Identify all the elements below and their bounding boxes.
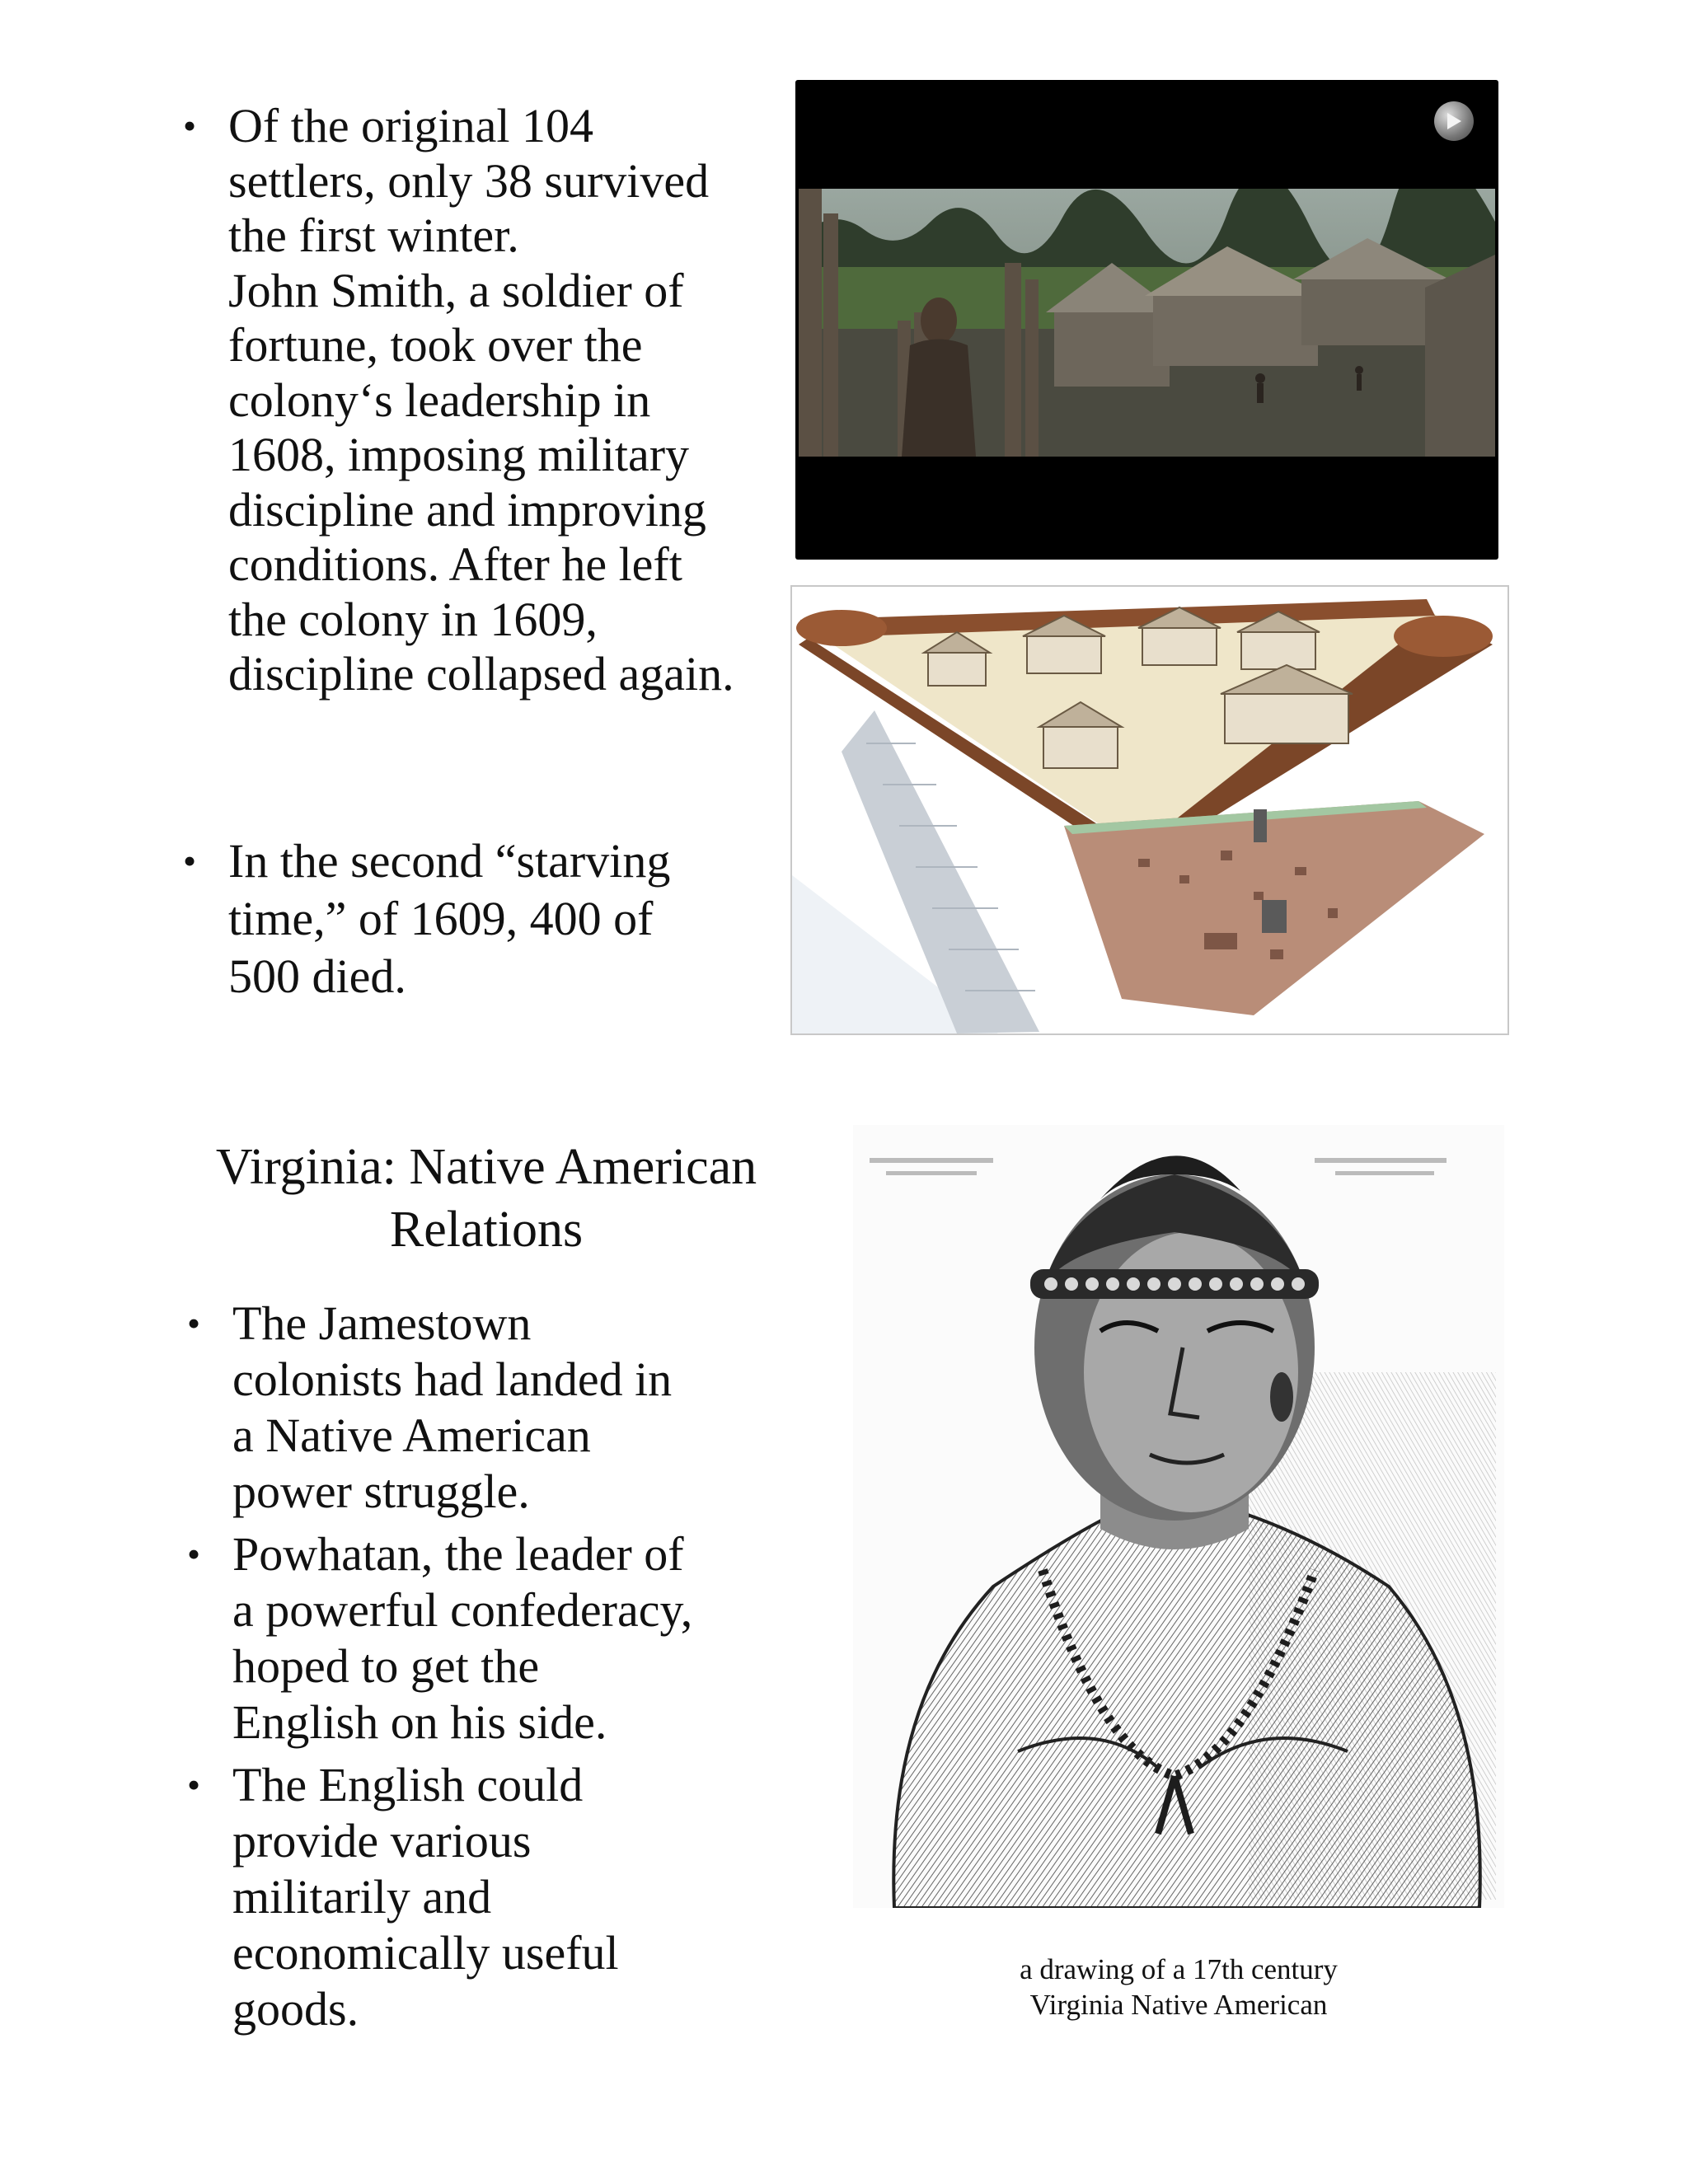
play-icon (1445, 111, 1463, 131)
text-line: militarily and (232, 1870, 492, 1924)
text-line: The English could (232, 1758, 584, 1811)
fort-illustration (790, 585, 1509, 1035)
settlement-scene-image (799, 189, 1495, 457)
text-line: Powhatan, the leader of (232, 1527, 684, 1581)
text-line: the first winter. (228, 209, 519, 262)
text-line: a powerful confederacy, (232, 1583, 693, 1637)
bullet-icon: • (187, 1533, 201, 1575)
jamestown-fort-image (792, 587, 1507, 1033)
play-button[interactable] (1434, 101, 1474, 141)
text-line: goods. (232, 1982, 359, 2036)
heading-line: Virginia: Native American (215, 1139, 757, 1195)
text-line: settlers, only 38 survived (228, 153, 710, 208)
text-line: The Jamestown (232, 1296, 532, 1350)
engraving-image (853, 1125, 1504, 1908)
heading-line: Relations (389, 1202, 584, 1258)
list-item (187, 1526, 743, 1750)
text-line: provide various (232, 1814, 532, 1868)
section-heading (198, 1136, 775, 1261)
text-line: John Smith, a soldier of (228, 263, 684, 317)
bullet-block-settlers (183, 99, 772, 702)
relations-bullet-list (187, 1296, 743, 2044)
text-line: Of the original 104 (228, 99, 593, 152)
native-american-portrait (853, 1125, 1504, 1908)
bullet-icon: • (187, 1302, 201, 1344)
text-line: a Native American (232, 1408, 591, 1462)
caption-line: a drawing of a 17th century (1020, 1953, 1338, 1985)
text-line: 1608, imposing military (228, 428, 690, 481)
text-line: English on his side. (232, 1695, 607, 1749)
bullet-block-starving-time (183, 832, 772, 1005)
video-frame (799, 189, 1495, 457)
text-line: fortune, took over the (228, 318, 643, 372)
text-line: discipline and improving (228, 482, 706, 537)
bullet-icon: • (187, 1764, 201, 1806)
portrait-caption (931, 1952, 1426, 2022)
text-line: hoped to get the (232, 1639, 540, 1693)
list-item (187, 1757, 743, 2037)
video-player[interactable] (795, 80, 1498, 560)
text-line: time,” of 1609, 400 of (228, 892, 654, 945)
text-line: the colony in 1609, (228, 592, 598, 646)
list-item (187, 1296, 743, 1520)
text-line: 500 died. (228, 949, 406, 1003)
text-line: economically useful (232, 1926, 619, 1980)
text-line: discipline collapsed again. (228, 647, 734, 701)
bullet-icon: • (183, 840, 197, 882)
caption-line: Virginia Native American (1029, 1989, 1328, 2021)
text-line: colonists had landed in (232, 1352, 673, 1406)
bullet-icon: • (183, 105, 197, 147)
text-line: colony‘s leadership in (228, 373, 651, 427)
text-line: conditions. After he left (228, 537, 682, 591)
text-line: In the second “starving (228, 834, 671, 888)
text-line: power struggle. (232, 1465, 530, 1518)
